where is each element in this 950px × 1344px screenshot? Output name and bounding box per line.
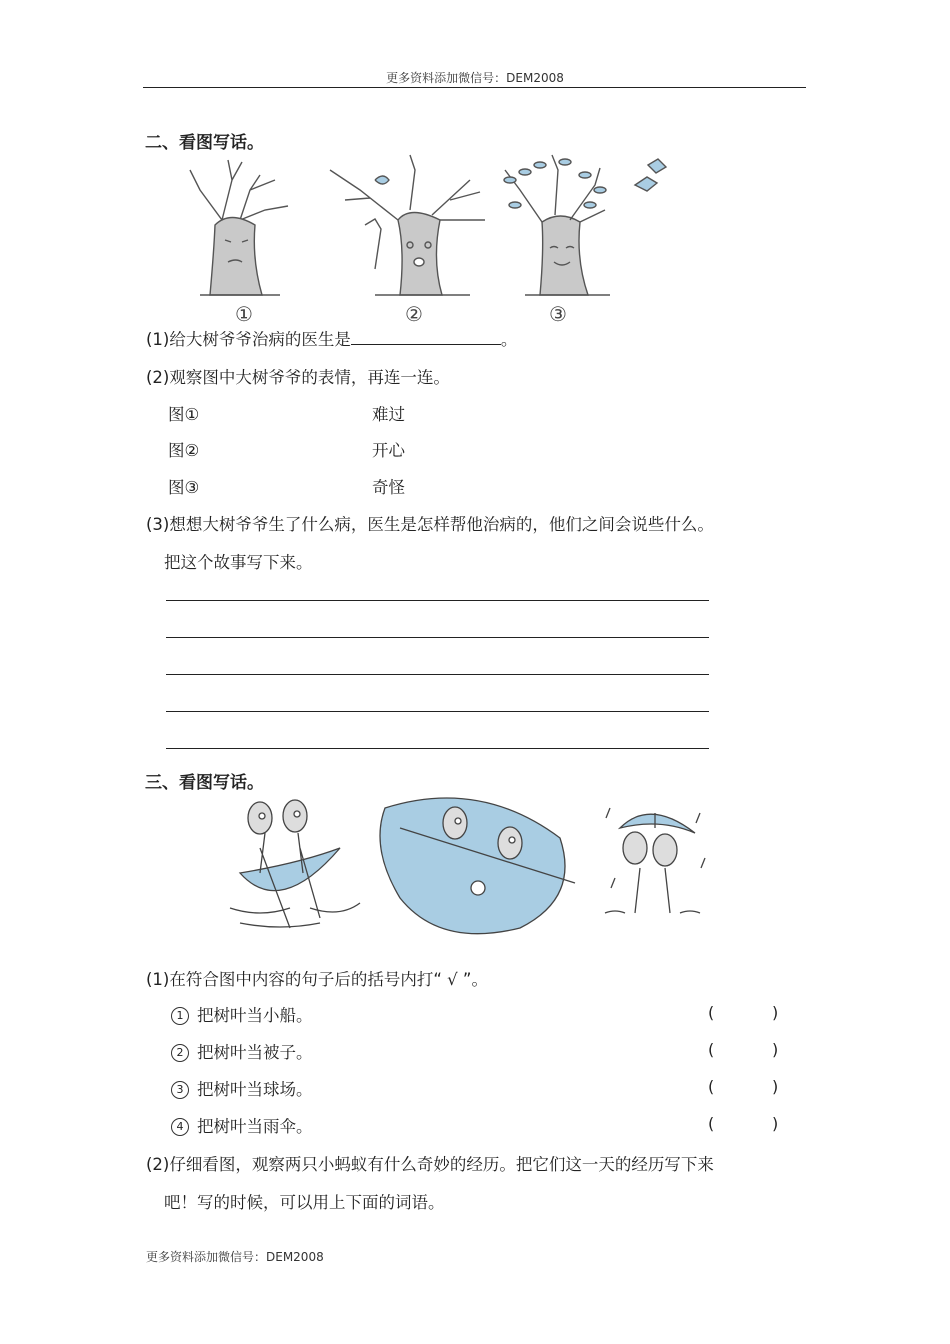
match-right-2[interactable]: 开心 [372, 441, 405, 460]
s2-question-3-line2: 把这个故事写下来。 [164, 553, 313, 572]
option-text: 把树叶当球场。 [197, 1080, 313, 1099]
option-row [171, 1039, 313, 1063]
option-answer-box[interactable] [720, 1039, 768, 1059]
tree-strange-illustration [330, 155, 485, 295]
writing-line[interactable] [166, 748, 709, 749]
option-text: 把树叶当小船。 [197, 1006, 313, 1025]
option-paren-close: ) [772, 1040, 779, 1059]
ant-illustrations [220, 788, 720, 943]
option-paren-close: ) [772, 1003, 779, 1022]
option-paren-open: ( [708, 1040, 715, 1059]
s2-question-3-line1: (3)想想大树爷爷生了什么病，医生是怎样帮他治病的，他们之间会说些什么。 [146, 515, 714, 534]
writing-line[interactable] [166, 711, 709, 712]
s3-question-2-line2: 吧！写的时候，可以用上下面的词语。 [164, 1193, 445, 1212]
option-text: 把树叶当雨伞。 [197, 1117, 313, 1136]
ants-leaf-umbrella-illustration [605, 808, 705, 913]
option-number: 4 [171, 1118, 189, 1136]
pic-label-2: ② [405, 302, 423, 326]
match-left-2[interactable]: 图② [168, 441, 200, 460]
ants-leaf-boat-illustration [230, 800, 360, 928]
s2-q1-prefix: (1)给大树爷爷治病的医生是 [146, 330, 351, 349]
match-left-3[interactable]: 图③ [168, 478, 200, 497]
s3-question-1: (1)在符合图中内容的句子后的括号内打“ √ ”。 [146, 970, 488, 989]
option-paren-open: ( [708, 1003, 715, 1022]
option-number: 2 [171, 1044, 189, 1062]
ants-big-leaf-illustration [380, 798, 575, 934]
s3-question-2-line1: (2)仔细看图，观察两只小蚂蚁有什么奇妙的经历。把它们这一天的经历写下来 [146, 1155, 714, 1174]
pic-label-3: ③ [549, 302, 567, 326]
match-right-1[interactable]: 难过 [372, 405, 405, 424]
option-paren-close: ) [772, 1114, 779, 1133]
writing-line[interactable] [166, 637, 709, 638]
header-divider [143, 87, 806, 88]
pic-label-1: ① [235, 302, 253, 326]
option-row [171, 1076, 313, 1100]
option-row [171, 1002, 313, 1026]
writing-line[interactable] [166, 674, 709, 675]
option-row [171, 1113, 313, 1137]
option-paren-open: ( [708, 1077, 715, 1096]
option-number: 1 [171, 1007, 189, 1025]
s2-question-2: (2)观察图中大树爷爷的表情，再连一连。 [146, 368, 450, 387]
page-footer: 更多资料添加微信号：DEM2008 [146, 1250, 324, 1264]
option-paren-open: ( [708, 1114, 715, 1133]
writing-line[interactable] [166, 600, 709, 601]
tree-happy-illustration [504, 155, 666, 295]
s2-q1-suffix: 。 [500, 330, 518, 349]
option-paren-close: ) [772, 1077, 779, 1096]
match-left-1[interactable]: 图① [168, 405, 200, 424]
option-answer-box[interactable] [720, 1113, 768, 1133]
option-answer-box[interactable] [720, 1076, 768, 1096]
match-right-3[interactable]: 奇怪 [372, 478, 405, 497]
section2-title: 二、看图写话。 [145, 133, 264, 153]
section3-title: 三、看图写话。 [145, 773, 264, 793]
page-header: 更多资料添加微信号：DEM2008 [386, 71, 564, 85]
s2-q1-answer-blank[interactable] [351, 330, 501, 345]
tree-sad-illustration [190, 160, 288, 295]
option-text: 把树叶当被子。 [197, 1043, 313, 1062]
option-number: 3 [171, 1081, 189, 1099]
s2-question-1 [146, 326, 517, 350]
option-answer-box[interactable] [720, 1002, 768, 1022]
